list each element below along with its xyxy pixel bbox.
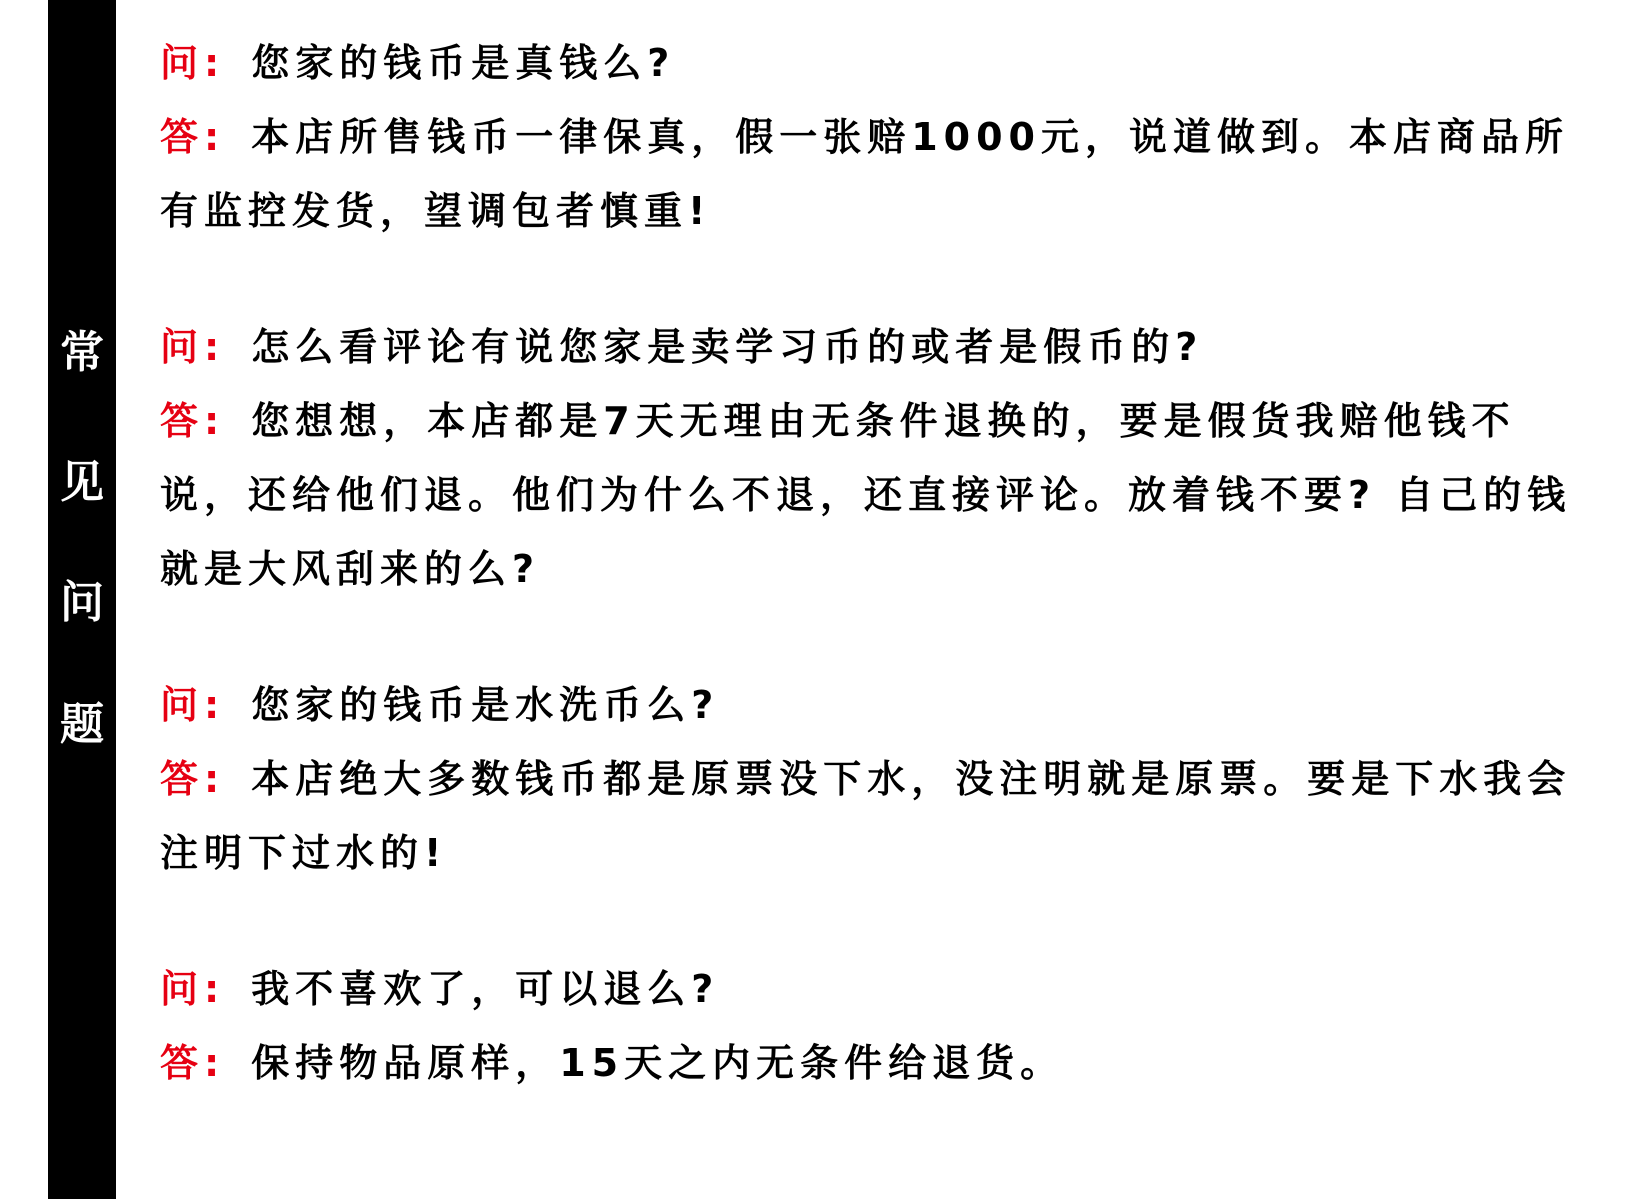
question-text: 怎么看评论有说您家是卖学习币的或者是假币的?	[251, 325, 1204, 369]
answer-text: 保持物品原样，15天之内无条件给退货。	[251, 1041, 1065, 1085]
faq-question	[160, 26, 1600, 100]
sidebar-char: 问	[60, 577, 104, 628]
faq-item	[160, 26, 1600, 248]
faq-item	[160, 668, 1600, 890]
answer-label: 答:	[160, 399, 226, 443]
answer-text: 本店绝大多数钱币都是原票没下水，没注明就是原票。要是下水我会注明下过水的!	[160, 757, 1572, 875]
question-label: 问:	[160, 683, 226, 727]
sidebar-char: 见	[60, 457, 104, 508]
question-text: 您家的钱币是水洗币么?	[251, 683, 720, 727]
faq-answer	[160, 1026, 1600, 1100]
answer-label: 答:	[160, 115, 226, 159]
question-text: 您家的钱币是真钱么?	[251, 41, 676, 85]
faq-answer	[160, 742, 1600, 890]
question-label: 问:	[160, 41, 226, 85]
faq-question	[160, 952, 1600, 1026]
answer-label: 答:	[160, 1041, 226, 1085]
answer-label: 答:	[160, 757, 226, 801]
faq-question	[160, 310, 1600, 384]
faq-item	[160, 310, 1600, 606]
question-label: 问:	[160, 325, 226, 369]
sidebar-char: 题	[60, 699, 104, 750]
faq-item	[160, 952, 1600, 1100]
question-label: 问:	[160, 967, 226, 1011]
question-text: 我不喜欢了，可以退么?	[251, 967, 720, 1011]
sidebar-banner	[48, 0, 116, 1199]
answer-text: 本店所售钱币一律保真，假一张赔1000元，说道做到。本店商品所有监控发货，望调包者慎重!	[160, 115, 1569, 233]
answer-text: 您想想，本店都是7天无理由无条件退换的，要是假货我赔他钱不说，还给他们退。他们为什么不退，还直接评论。放着钱不要? 自己的钱就是大风刮来的么?	[160, 399, 1572, 591]
sidebar-char: 常	[60, 327, 104, 378]
faq-answer	[160, 100, 1600, 248]
faq-question	[160, 668, 1600, 742]
faq-answer	[160, 384, 1600, 606]
